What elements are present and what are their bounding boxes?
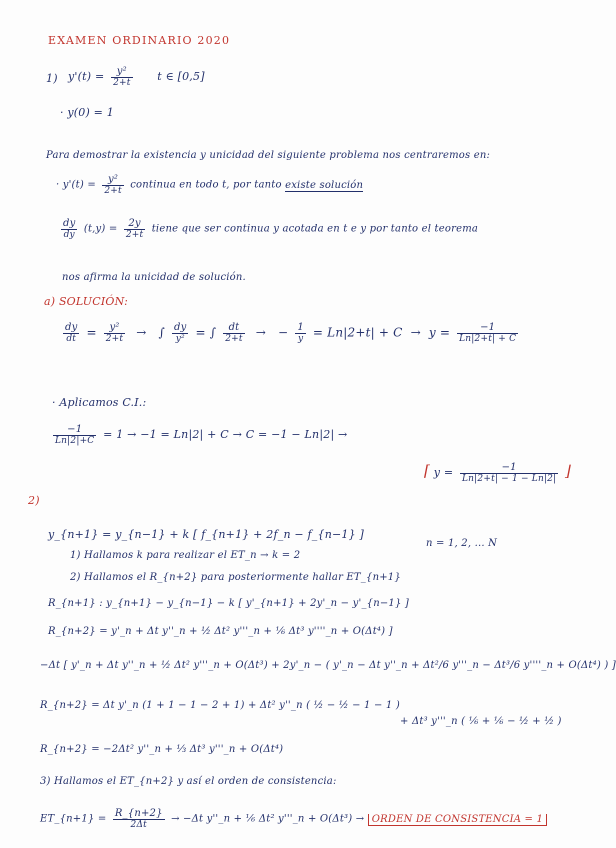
q1-separation: $\frac{dy}{dt}$ = $\frac{\text{y²}}{2+t}$ → ∫ $\frac{dy}{\text{y²}}$ = ∫ $\frac{dt}{2+t}$ → − $\frac{1}{y}$ = Ln|2+t| + C → y = $\frac{-1}{Ln|2+t| + C}$ xyxy=(65,322,517,344)
q1-bullet-2 xyxy=(58,218,478,240)
q1-ode-fraction xyxy=(111,66,132,88)
q2-et-den: 2Δt xyxy=(130,820,147,830)
q1-b2-den2: 2+t xyxy=(125,230,144,240)
q1-sep-left xyxy=(63,322,79,344)
q1-b2-text: tiene que ser continua y acotada en t e y por tanto el teorema xyxy=(151,223,479,235)
q2-r1: R_{n+1} : y_{n+1} − y_{n−1} − k [ y'_{n+1} + 2y'_n − y'_{n−1} ] xyxy=(48,598,410,609)
q1-res-y-fraction xyxy=(457,322,518,344)
q1-b2-num: dy xyxy=(63,218,76,229)
q1-res-lhs-num: 1 xyxy=(297,322,304,333)
q2-step-2: 2) Hallamos el R_{n+2} para posteriormente hallar ET_{n+1} xyxy=(70,572,401,583)
q1-ode-num: y² xyxy=(111,66,132,78)
q2-et-num: R_{n+2} xyxy=(114,808,163,819)
q1-final-answer: ⌈ y = $\frac{-1}{Ln|2+t| - 1 - Ln|2|}$ ⌋ xyxy=(424,462,572,484)
q1-res-y: y = xyxy=(428,325,451,340)
q1-interval: t ∈ [0,5] xyxy=(157,70,205,83)
q1-final-num: −1 xyxy=(460,462,558,474)
q1-ode-lhs: y'(t) = xyxy=(68,70,105,83)
q2-order-result: ORDEN DE CONSISTENCIA = 1 xyxy=(368,814,547,826)
q1-final-y: y = xyxy=(433,466,454,479)
q1-res-lhs xyxy=(295,322,306,344)
q1-b2-mid: (t,y) = xyxy=(83,223,118,235)
q1-ode xyxy=(68,66,205,88)
q1-sep-l-num: dy xyxy=(65,322,78,333)
q2-r4b: + Δt³ y'''_n ( ⅙ + ⅙ − ½ + ½ ) xyxy=(400,716,562,727)
exam-title: EXAMEN ORDINARIO 2020 xyxy=(48,34,231,47)
q2-et xyxy=(40,808,547,830)
q1-b1-emphasis: existe solución xyxy=(285,179,364,191)
q1-ci-fraction xyxy=(53,424,96,446)
q1-int-1 xyxy=(172,322,188,344)
q1-final-fraction xyxy=(460,462,558,484)
q1-final-den: Ln|2+t| − 1 − Ln|2| xyxy=(462,474,557,484)
q2-scheme: y_{n+1} = y_{n−1} + k [ f_{n+1} + 2f_n − f_{n−1} ] xyxy=(48,528,364,541)
q2-et-rhs: → −Δt y''_n + ⅙ Δt² y'''_n + O(Δt³) → xyxy=(171,813,365,825)
q1-b1-num: y² xyxy=(102,174,123,186)
q1-number: 1) xyxy=(46,72,58,85)
q1-sep-right xyxy=(104,322,125,344)
q1-ci-mid: = 1 → −1 = Ln|2| + C → C = −1 − Ln|2| → xyxy=(103,428,348,441)
q2-r5: R_{n+2} = −2Δt² y''_n + ⅓ Δt³ y'''_n + O(Δt⁴) xyxy=(40,744,284,755)
q1-sep-r-den: 2+t xyxy=(105,334,124,344)
q1-res-lhs-den: y xyxy=(297,334,304,344)
q1-b1-text: continua en todo t, por tanto xyxy=(130,179,282,191)
q1-int1-num: dy xyxy=(174,322,187,333)
q1-bullet-1 xyxy=(56,174,363,196)
q2-et-lhs: ET_{n+1} = xyxy=(40,813,107,825)
q1-ci-den: Ln|2|+C xyxy=(55,436,95,446)
q1-ci-calc xyxy=(50,424,347,446)
q1-init: · y(0) = 1 xyxy=(60,106,114,119)
q1-ci-label: · Aplicamos C.I.: xyxy=(52,396,147,409)
q1-ci-num: −1 xyxy=(53,424,96,436)
q1-b2-den: dy xyxy=(63,230,75,240)
q2-r3: −Δt [ y'_n + Δt y''_n + ½ Δt² y'''_n + O(Δt³) + 2y'_n − ( y'_n − Δt y''_n + Δt²/6 y'''_n − Δt³/6 y''''_n + O(Δt⁴) ) ] xyxy=(40,660,616,671)
q2-index: n = 1, 2, ... N xyxy=(426,538,498,549)
q1-res-y-num: −1 xyxy=(457,322,518,334)
q1-res-y-den: Ln|2+t| + C xyxy=(459,334,517,344)
q1-solution-label: a) SOLUCIÓN: xyxy=(44,295,128,308)
q2-number: 2) xyxy=(28,494,40,507)
q2-r2: R_{n+2} = y'_n + Δt y''_n + ½ Δt² y'''_n + ⅙ Δt³ y''''_n + O(Δt⁴) ] xyxy=(48,626,393,637)
q1-b2-fraction xyxy=(61,218,77,240)
q1-b1-fraction xyxy=(102,174,123,196)
q1-int-2 xyxy=(223,322,244,344)
q1-b1-lhs: · y'(t) = xyxy=(56,179,96,191)
q1-b2-num2: 2y xyxy=(124,218,145,230)
q1-bullet-3: nos afirma la unicidad de solución. xyxy=(62,272,246,283)
q1-sep-r-num: y² xyxy=(104,322,125,334)
q1-b1-den: 2+t xyxy=(104,186,122,196)
q2-r4: R_{n+2} = Δt y'_n (1 + 1 − 1 − 2 + 1) + Δt² y''_n ( ½ − ½ − 1 − 1 ) xyxy=(40,700,400,711)
q1-ode-den: 2+t xyxy=(113,78,131,88)
q1-int1-den: y² xyxy=(175,334,185,344)
q2-step-3: 3) Hallamos el ET_{n+2} y así el orden de consistencia: xyxy=(40,776,337,787)
q2-et-fraction xyxy=(113,808,165,830)
q1-b2-fraction-2 xyxy=(124,218,145,240)
q2-step-1: 1) Hallamos k para realizar el ET_n → k = 2 xyxy=(70,550,301,561)
q1-int2-den: 2+t xyxy=(225,334,243,344)
q1-exist-intro: Para demostrar la existencia y unicidad del siguiente problema nos centraremos en: xyxy=(46,150,491,161)
q1-int2-num: dt xyxy=(223,322,244,334)
q1-sep-l-den: dt xyxy=(66,334,77,344)
q1-res-mid: = Ln|2+t| + C xyxy=(312,325,403,340)
